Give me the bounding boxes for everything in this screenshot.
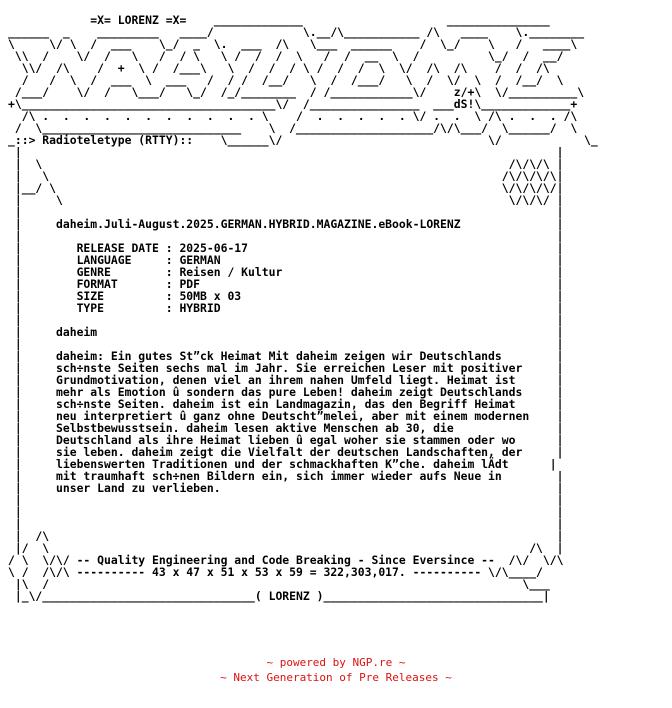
nfo-ascii-art: =X= LORENZ =X= _____________ _______________ ______ _ _________ ____/ \.__/\___________ /\ ____ \.________ \ \/ \ / ___ \_/ _ \. ___ /\ \___ ______ / \_/ \ / ____\ \\ / \/ / \ / / \ \ / / / \ / / __ \ / \_/ / __/ \\/ /\ / + \ / /___\ \ / / / \ / / / \ \/ /\ /\ / / /\ / / \ / ___ \ ___ / / / /__/ \ / /___/ \ / \/ \ / /__/ \ /___/ \/ / \___/ \_/ /_/________ / /____________\/ z/+\ \/__________\ +\_____________________________________\/ /________________ ___dS!\_____________+ /\ . . . . . . . . . . . \ / . . . . . \/ . . \ /\ . . . /\ / \_____________________________ \ /____________________/\/\___/ \______/ \ _::> Radioteletype (RTTY):: \______\/ \/ \_ | | | \ /\/\/\ | | \ /\/\/\/\| |__/ \ \/\/\/\/| | \ \/\/\/ | | | | daheim.Juli-August.2025.GERMAN.HYBRID.MAGAZINE.eBook-LORENZ | | | | RELEASE DATE : 2025-06-17 | | LANGUAGE : GERMAN | | GENRE : Reisen / Kultur | | FORMAT : PDF | | SIZE : 50MB x 03 | | TYPE : HYBRID | | | | daheim | | | | daheim: Ein gutes St”ck Heimat Mit daheim zeigen wir Deutschlands | | sch÷nste Seiten sechs mal im Jahr. Sie erreichen Leser mit positiver | | Grundmotivation, denen viel an ihrem nahen Umfeld liegt. Heimat ist | | mehr als Emotion û sondern das pure Leben! daheim zeigt Deutschlands | | sch÷nste Seiten. daheim ist ein Landmagazin, das den Begriff Heimat | | neu interpretiert û ganz ohne Deutscht”melei, aber mit einem modernen | | Selbstbewusstsein. daheim lesen aktive Menschen ab 30, die | | Deutschland als ihre Heimat lieben û egal woher sie stammen oder wo | | sie leben. daheim zeigt die Vielfalt der deutschen Landschaften, der | | liebenswerten Traditionen und der schmackhaften K”che. daheim lÄdt | | mit traumhaft sch÷nen Bildern ein, sich immer wieder aufs Neue in | | unser Land zu verlieben. | | | | | | | | /\ | |/ \ /\ | / \ \/\/ -- Quality Engineering and Code Breaking - Since Eversince -- /\/ \/\ \ / /\/\ ---------- 43 x 47 x 51 x 53 x 59 = 322,303,017. ---------- \/\____/ |\ / \___ |_\/_______________________________( LORENZ )________________________________| [8,13,598,603]
tagline: ~ Next Generation of Pre Releases ~ [220,671,452,684]
powered-by-line: ~ powered by NGP.re ~ [266,656,406,669]
